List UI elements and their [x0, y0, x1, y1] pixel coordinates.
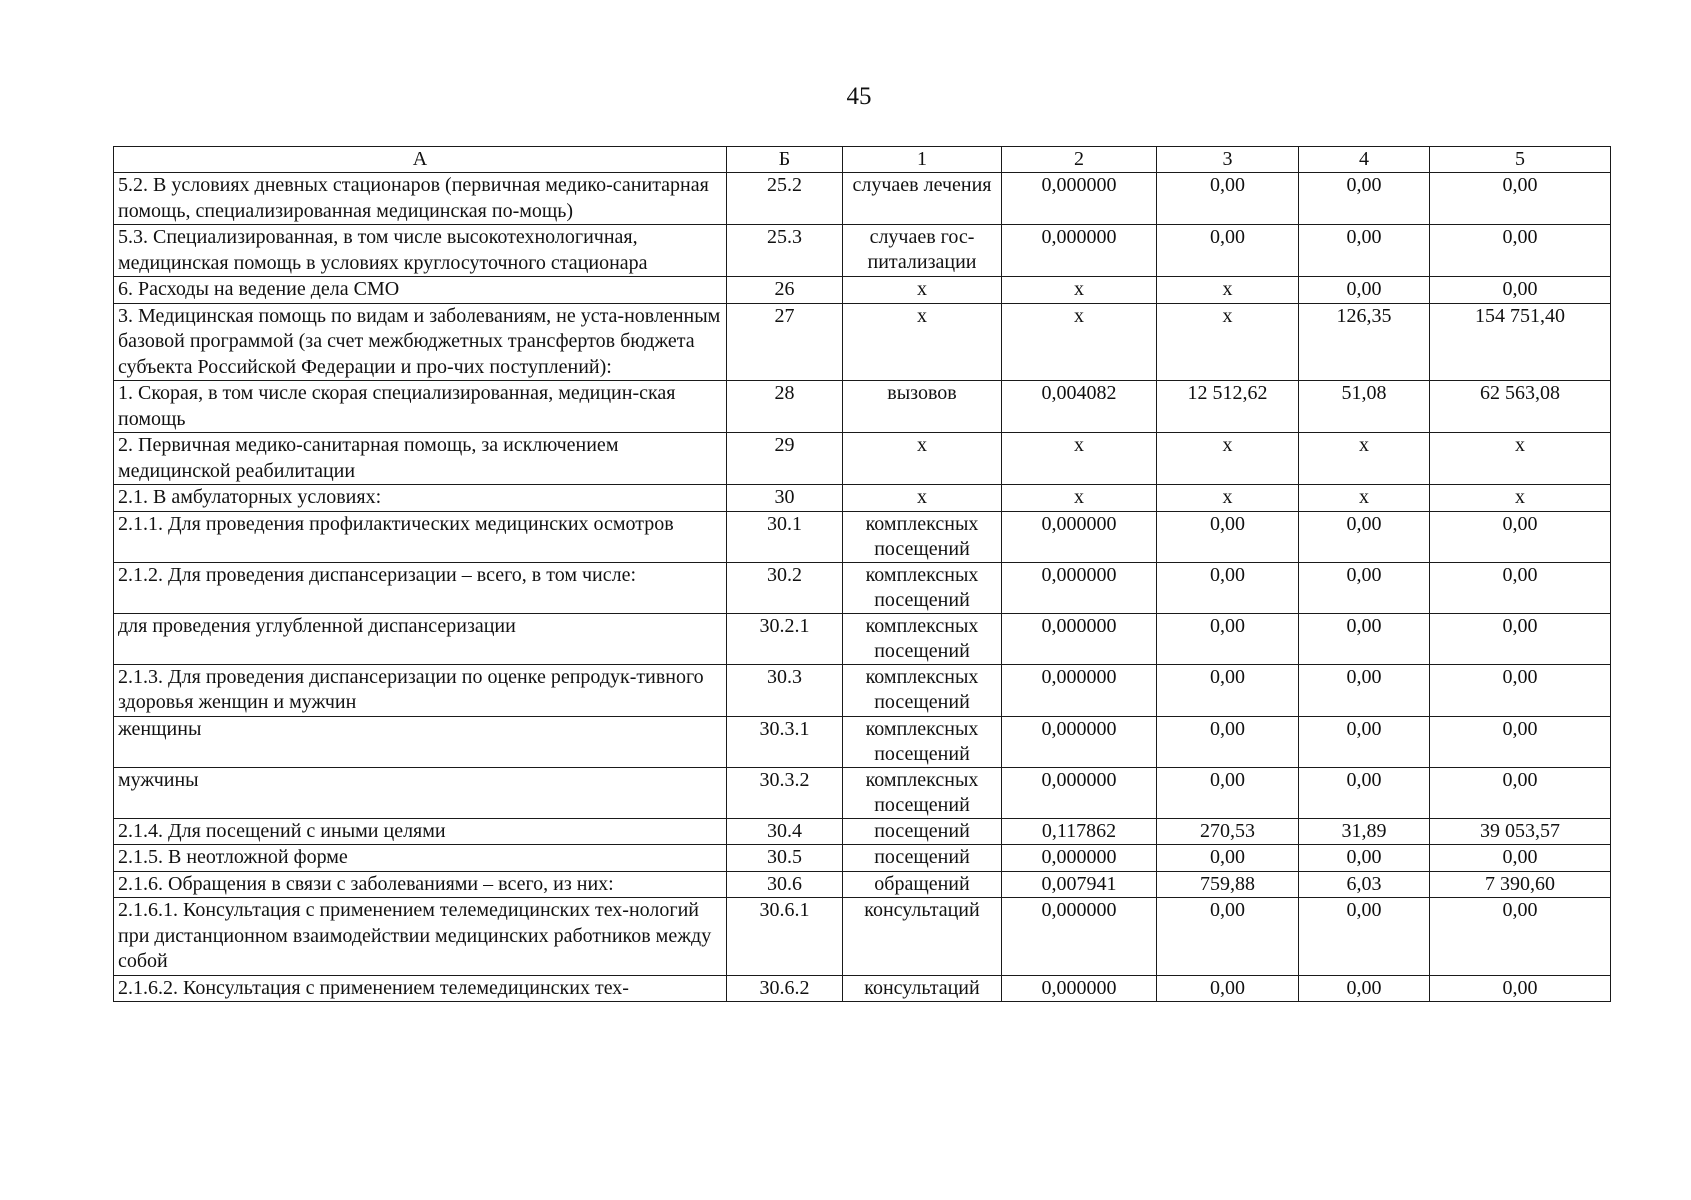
row-col2-cell: 0,000000: [1002, 767, 1157, 818]
row-col5-cell: 0,00: [1430, 225, 1611, 277]
row-col4-cell: 6,03: [1299, 871, 1430, 898]
row-name-cell: 2.1.3. Для проведения диспансеризации по оценке репродук-тивного здоровья женщин и мужчин: [114, 664, 727, 716]
row-unit-cell: x: [843, 433, 1002, 485]
header-cell-b: Б: [727, 147, 843, 173]
row-name-cell: 3. Медицинская помощь по видам и заболеваниям, не уста-новленным базовой программой (за счет межбюджетных трансфертов бюджета субъекта Российской Федерации и про-чих поступлений):: [114, 303, 727, 381]
row-col3-cell: x: [1157, 277, 1299, 304]
table-row: [114, 975, 1611, 1002]
row-col2-cell: 0,000000: [1002, 225, 1157, 277]
row-col2-cell: 0,000000: [1002, 975, 1157, 1002]
row-code-cell: 30: [727, 485, 843, 512]
row-name-cell: женщины: [114, 716, 727, 767]
row-code-cell: 30.5: [727, 845, 843, 872]
row-col5-cell: x: [1430, 485, 1611, 512]
row-col5-cell: 62 563,08: [1430, 381, 1611, 433]
row-col5-cell: 0,00: [1430, 845, 1611, 872]
table-row: [114, 716, 1611, 767]
row-name-cell: 2.1.2. Для проведения диспансеризации – всего, в том числе:: [114, 562, 727, 613]
row-code-cell: 30.6.1: [727, 898, 843, 976]
row-unit-cell: комплексных посещений: [843, 767, 1002, 818]
row-name-cell: 6. Расходы на ведение дела СМО: [114, 277, 727, 304]
row-col2-cell: 0,000000: [1002, 716, 1157, 767]
row-col3-cell: 0,00: [1157, 613, 1299, 664]
row-code-cell: 30.2: [727, 562, 843, 613]
table-row: [114, 485, 1611, 512]
header-cell-3: 3: [1157, 147, 1299, 173]
row-code-cell: 28: [727, 381, 843, 433]
row-col3-cell: 0,00: [1157, 562, 1299, 613]
row-code-cell: 27: [727, 303, 843, 381]
row-code-cell: 30.3: [727, 664, 843, 716]
row-unit-cell: вызовов: [843, 381, 1002, 433]
row-unit-cell: консультаций: [843, 898, 1002, 976]
row-code-cell: 30.3.1: [727, 716, 843, 767]
row-unit-cell: x: [843, 277, 1002, 304]
row-col4-cell: 0,00: [1299, 173, 1430, 225]
row-col3-cell: 0,00: [1157, 898, 1299, 976]
table-row: [114, 303, 1611, 381]
row-unit-cell: комплексных посещений: [843, 613, 1002, 664]
header-cell-2: 2: [1002, 147, 1157, 173]
row-col4-cell: 0,00: [1299, 898, 1430, 976]
row-code-cell: 25.3: [727, 225, 843, 277]
row-col4-cell: 0,00: [1299, 975, 1430, 1002]
table-body: [114, 147, 1611, 1002]
table-row: [114, 381, 1611, 433]
row-code-cell: 26: [727, 277, 843, 304]
row-col5-cell: 0,00: [1430, 511, 1611, 562]
row-col5-cell: 39 053,57: [1430, 818, 1611, 845]
row-col2-cell: 0,000000: [1002, 845, 1157, 872]
row-col2-cell: 0,000000: [1002, 511, 1157, 562]
row-col5-cell: 0,00: [1430, 173, 1611, 225]
row-col3-cell: 12 512,62: [1157, 381, 1299, 433]
row-col3-cell: x: [1157, 433, 1299, 485]
row-unit-cell: случаев гос-питализации: [843, 225, 1002, 277]
row-col2-cell: 0,000000: [1002, 898, 1157, 976]
row-col4-cell: 0,00: [1299, 716, 1430, 767]
row-code-cell: 29: [727, 433, 843, 485]
row-col4-cell: 0,00: [1299, 767, 1430, 818]
row-col4-cell: 0,00: [1299, 511, 1430, 562]
row-col4-cell: x: [1299, 433, 1430, 485]
row-code-cell: 30.6.2: [727, 975, 843, 1002]
table-header-row: [114, 147, 1611, 173]
row-col4-cell: 0,00: [1299, 277, 1430, 304]
row-name-cell: для проведения углубленной диспансеризации: [114, 613, 727, 664]
row-name-cell: 2.1. В амбулаторных условиях:: [114, 485, 727, 512]
row-code-cell: 30.4: [727, 818, 843, 845]
row-unit-cell: посещений: [843, 818, 1002, 845]
row-unit-cell: посещений: [843, 845, 1002, 872]
row-col4-cell: 31,89: [1299, 818, 1430, 845]
header-cell-a: А: [114, 147, 727, 173]
row-col5-cell: 0,00: [1430, 277, 1611, 304]
row-col2-cell: x: [1002, 485, 1157, 512]
row-col4-cell: 0,00: [1299, 225, 1430, 277]
row-col2-cell: x: [1002, 433, 1157, 485]
table-row: [114, 225, 1611, 277]
table-row: [114, 818, 1611, 845]
row-unit-cell: x: [843, 485, 1002, 512]
data-table: [113, 146, 1611, 1002]
row-col5-cell: x: [1430, 433, 1611, 485]
row-col3-cell: 759,88: [1157, 871, 1299, 898]
row-name-cell: 2.1.6.1. Консультация с применением телемедицинских тех-нологий при дистанционном взаимодействии медицинских работников между собой: [114, 898, 727, 976]
row-col3-cell: 0,00: [1157, 173, 1299, 225]
table-row: [114, 871, 1611, 898]
row-unit-cell: комплексных посещений: [843, 716, 1002, 767]
row-name-cell: 5.2. В условиях дневных стационаров (первичная медико-санитарная помощь, специализированная медицинская по-мощь): [114, 173, 727, 225]
row-code-cell: 30.6: [727, 871, 843, 898]
row-col3-cell: 0,00: [1157, 845, 1299, 872]
table-row: [114, 173, 1611, 225]
table-row: [114, 613, 1611, 664]
row-col5-cell: 0,00: [1430, 975, 1611, 1002]
row-unit-cell: консультаций: [843, 975, 1002, 1002]
table-row: [114, 277, 1611, 304]
row-col2-cell: 0,007941: [1002, 871, 1157, 898]
page-number: 45: [846, 83, 872, 110]
header-cell-1: 1: [843, 147, 1002, 173]
row-name-cell: 5.3. Специализированная, в том числе высокотехнологичная, медицинская помощь в условиях круглосуточного стационара: [114, 225, 727, 277]
row-col5-cell: 0,00: [1430, 664, 1611, 716]
row-name-cell: 2. Первичная медико-санитарная помощь, за исключением медицинской реабилитации: [114, 433, 727, 485]
row-col3-cell: 0,00: [1157, 716, 1299, 767]
row-name-cell: мужчины: [114, 767, 727, 818]
row-col2-cell: 0,000000: [1002, 664, 1157, 716]
row-unit-cell: комплексных посещений: [843, 511, 1002, 562]
row-col4-cell: 0,00: [1299, 613, 1430, 664]
row-col5-cell: 0,00: [1430, 898, 1611, 976]
row-col3-cell: 270,53: [1157, 818, 1299, 845]
row-name-cell: 1. Скорая, в том числе скорая специализированная, медицин-ская помощь: [114, 381, 727, 433]
row-unit-cell: комплексных посещений: [843, 562, 1002, 613]
row-col5-cell: 0,00: [1430, 767, 1611, 818]
header-cell-5: 5: [1430, 147, 1611, 173]
row-col4-cell: 0,00: [1299, 664, 1430, 716]
row-col2-cell: 0,004082: [1002, 381, 1157, 433]
row-code-cell: 30.2.1: [727, 613, 843, 664]
row-col5-cell: 7 390,60: [1430, 871, 1611, 898]
row-col3-cell: 0,00: [1157, 664, 1299, 716]
row-col4-cell: 0,00: [1299, 845, 1430, 872]
row-unit-cell: обращений: [843, 871, 1002, 898]
row-name-cell: 2.1.4. Для посещений с иными целями: [114, 818, 727, 845]
row-col2-cell: 0,000000: [1002, 613, 1157, 664]
row-code-cell: 25.2: [727, 173, 843, 225]
row-col4-cell: 126,35: [1299, 303, 1430, 381]
row-col2-cell: x: [1002, 277, 1157, 304]
row-col3-cell: 0,00: [1157, 767, 1299, 818]
row-col4-cell: 0,00: [1299, 562, 1430, 613]
table-row: [114, 511, 1611, 562]
row-col2-cell: 0,000000: [1002, 173, 1157, 225]
table-row: [114, 767, 1611, 818]
row-col2-cell: 0,117862: [1002, 818, 1157, 845]
row-col3-cell: x: [1157, 303, 1299, 381]
row-unit-cell: случаев лечения: [843, 173, 1002, 225]
row-col3-cell: x: [1157, 485, 1299, 512]
table-row: [114, 664, 1611, 716]
header-cell-4: 4: [1299, 147, 1430, 173]
row-col5-cell: 154 751,40: [1430, 303, 1611, 381]
row-col3-cell: 0,00: [1157, 511, 1299, 562]
row-col4-cell: 51,08: [1299, 381, 1430, 433]
row-col4-cell: x: [1299, 485, 1430, 512]
row-unit-cell: комплексных посещений: [843, 664, 1002, 716]
row-col5-cell: 0,00: [1430, 613, 1611, 664]
row-unit-cell: x: [843, 303, 1002, 381]
row-col5-cell: 0,00: [1430, 716, 1611, 767]
row-col3-cell: 0,00: [1157, 225, 1299, 277]
row-col3-cell: 0,00: [1157, 975, 1299, 1002]
row-name-cell: 2.1.1. Для проведения профилактических медицинских осмотров: [114, 511, 727, 562]
row-col5-cell: 0,00: [1430, 562, 1611, 613]
row-name-cell: 2.1.6. Обращения в связи с заболеваниями – всего, из них:: [114, 871, 727, 898]
table-row: [114, 898, 1611, 976]
row-name-cell: 2.1.5. В неотложной форме: [114, 845, 727, 872]
row-col2-cell: 0,000000: [1002, 562, 1157, 613]
table-row: [114, 562, 1611, 613]
table-row: [114, 433, 1611, 485]
row-col2-cell: x: [1002, 303, 1157, 381]
row-name-cell: 2.1.6.2. Консультация с применением телемедицинских тех-: [114, 975, 727, 1002]
row-code-cell: 30.3.2: [727, 767, 843, 818]
row-code-cell: 30.1: [727, 511, 843, 562]
table-row: [114, 845, 1611, 872]
